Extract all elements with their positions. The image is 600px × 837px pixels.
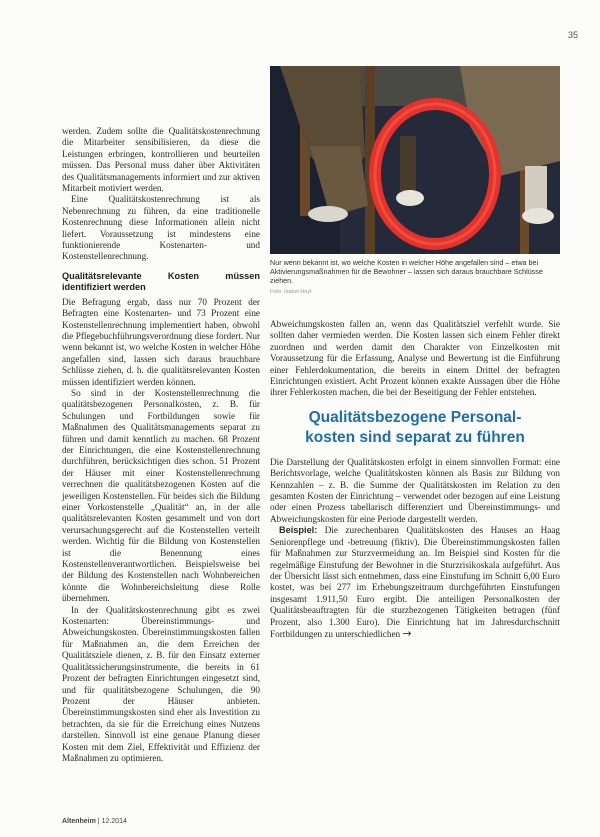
example-paragraph [270, 525, 560, 640]
left-column [62, 126, 260, 764]
body-paragraph: Die Darstellung der Qualitätskosten erfolgt in einem sinnvollen Format: eine Berichtsvorlage, welche Qualitätskosten können als Basis zur Bildung von Kennzahlen – z. B. die Summe der Qualitätskosten im Relation zu den gesamten Kosten der Einrichtung – verwendet oder bezogen auf eine Leistung oder einen Prozess tabellarisch differenziert und Übereinstimmungs- und Abweichungskosten für eine Periode dargestellt werden. [270, 456, 560, 524]
footer [62, 818, 127, 825]
example-text: Die zurechenbaren Qualitätskosten des Hauses an Haag Seniorenpflege und -betreuung (fiktiv). Die Übereinstimmungskosten fallen für Maßnahmen zur Sturzvermeidung an. Im Beispiel sind Kosten für die regelmäßige Einstufung der Bewohner in die Sturzrisikoskala aufgeführt. Aus der Übersicht lässt sich entnehmen, dass eine Einstufung im Schnitt 6,00 Euro kostet, was bei 277 im Erhebungszeitraum durchgeführten Einstufungen insgesamt 1.911,50 Euro ergibt. Die anteiligen Personalkosten der Qualitätsbeauftragten für die sturzbezogenen Tätigkeiten betragen (fünf Prozent, also 1.300 Euro). Die Einrichtung hat im Jahresdurchschnitt Fortbildungen zu unterschiedlichen [270, 525, 560, 639]
section-heading [270, 408, 560, 448]
section-heading-line-2: kosten sind separat zu führen [305, 428, 525, 446]
body-paragraph: So sind in der Kostenstellenrechnung die qualitätsbezogenen Personalkosten, z. B. für Schulungen und Fortbildungen sowie für Maßnahmen des Qualitätsmanagements separat zu führen und damit kenntlich zu machen. 68 Prozent der Einrichtungen, die eine Kostenstellenrechnung durchführen, berücksichtigen dies schon. 51 Prozent der Häuser mit einer Kostenstellenrechnung verrechnen die qualitätsbezogenen Kosten auf die jeweiligen Kostenstellen. Für beides sich die Bildung einer Vorkostenstelle „Qualität“ an, in der alle qualitätsrelevanten Kosten gesammelt und von dort verursachungsgerecht auf die Kostenstellen verteilt werden. Wichtig für die Bildung von Kostenstellen ist die Benennung eines Kostenstellenverantwortlichen. Beispielsweise bei der Bildung des Kostenstellen nach Wohnbereichen könnte die Wohnbereichsleitung diese Rolle übernehmen. [62, 387, 260, 604]
magazine-name: Altenheim [62, 818, 96, 825]
photo-illustration [270, 66, 560, 254]
section-heading-line-1: Qualitätsbezogene Personal- [308, 408, 522, 426]
body-paragraph: Abweichungskosten fallen an, wenn das Qualitätsziel verfehlt wurde. Sie sollten daher vermieden werden. Die Kosten lassen sich einem Fehler direkt zuordnen und werden damit den Charakter von Einzelkosten mit Voraussetzung für die Erfassung, Analyse und Bewertung ist die Einführung einer Fehlerdokumentation, die bereits in einem Drittel der befragten Einrichtungen existiert. Acht Prozent können exakte Aussagen über die Höhe ihrer Fehlerkosten machen, die bei der Beseitigung der Fehler entstehen. [270, 319, 560, 398]
article-photo [270, 66, 560, 254]
body-paragraph: werden. Zudem sollte die Qualitätskostenrechnung die Mitarbeiter sensibilisieren, da diese die Leistungen erbringen, kontrollieren und beurteilen müssen. Das Personal muss daher über Aktivitäten des Qualitätsmanagements informiert und zur aktiven Mitarbeit motiviert werden. [62, 126, 260, 194]
body-paragraph: In der Qualitätskostenrechnung gibt es zwei Kostenarten: Übereinstimmungs- und Abweichungskosten. Übereinstimmungskosten fallen für Maßnahmen an, die dem Erreichen der Qualitätsziele dienen, z. B. für den Einsatz externer Qualitätssicherungsinstrumente, die bereits in 61 Prozent der befragten Einrichtungen eingesetzt sind, und für qualitätsbezogene Schulungen, die 90 Prozent der Häuser anbieten. Übereinstimmungskosten sind eher als Investition zu betrachten, da sie für die Erreichung eines Nutzens darstellen. Sinnvoll ist eine genaue Planung dieser Kosten mit dem Ziel, Effektivität und Effizienz der Maßnahmen zu optimieren. [62, 604, 260, 763]
page-number: 35 [567, 30, 578, 40]
example-label: Beispiel: [279, 525, 318, 536]
section-subheading: Qualitätsrelevante Kosten müssen identifiziert werden [62, 270, 260, 293]
photo-credit: Foto: Isabel Hoyt [270, 289, 312, 295]
issue-number: 12.2014 [101, 818, 127, 825]
body-paragraph: Eine Qualitätskostenrechnung ist als Nebenrechnung zu führen, da eine traditionelle Kostenrechnung diese Informationen allein nicht liefert. Voraussetzung ist mindestens eine funktionierende Kostenarten- und Kostenstellenrechnung. [62, 194, 260, 262]
body-paragraph: Die Befragung ergab, dass nur 70 Prozent der Befragten eine Kostenarten- und 73 Prozent eine Kostenstellenrechnung implementiert haben, obwohl die Pflegebuchführungsverordnung diese fordert. Nur wenn bekannt ist, wo welche Kosten in welcher Höhe angefallen sind, lassen sich daraus brauchbare Schlüsse ziehen, d. h. die qualitätsrelevanten Kosten müssen identifiziert werden können. [62, 296, 260, 387]
continue-arrow-icon: → [402, 626, 412, 640]
photo-caption: Nur wenn bekannt ist, wo welche Kosten in welcher Höhe angefallen sind – etwa bei Aktivierungsmaßnahmen für die Bewohner – lassen sich daraus brauchbare Schlüsse ziehen. [270, 258, 543, 285]
issue-separator: | [97, 818, 102, 825]
right-column [270, 319, 560, 640]
